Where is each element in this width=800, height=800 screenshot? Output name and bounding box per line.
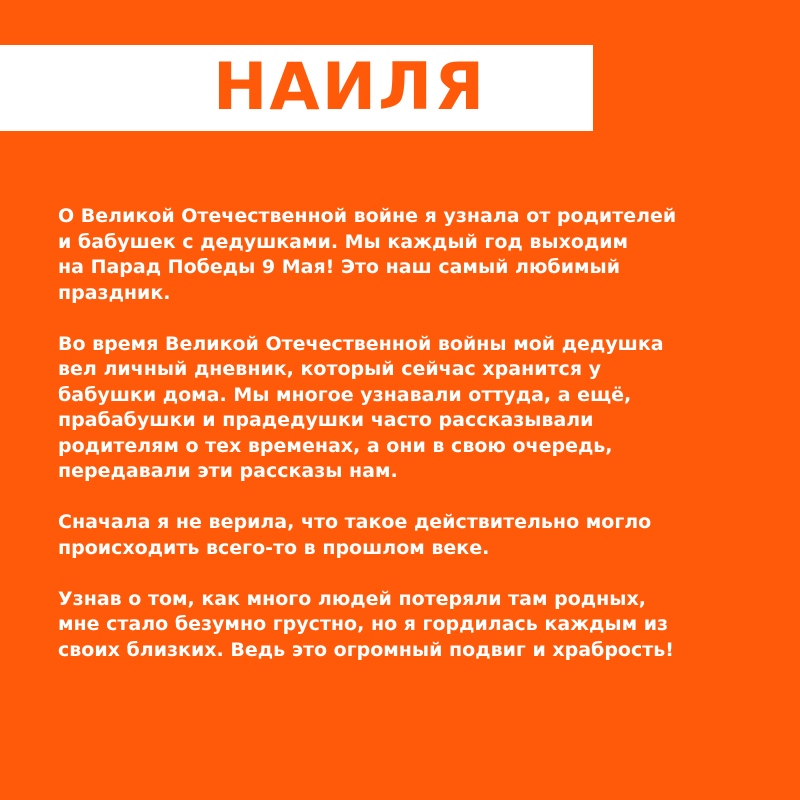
text-line: родителям о тех временах, а они в свою очередь, (58, 434, 613, 457)
text-line: праздник. (58, 281, 171, 304)
text-line: и бабушек с дедушками. Мы каждый год выходим (58, 230, 629, 253)
text-line: Во время Великой Отечественной войны мой дедушка (58, 332, 664, 355)
text-line: вел личный дневник, который сейчас хранится у (58, 358, 602, 380)
paragraph (58, 510, 758, 561)
text-line: происходить всего-то в прошлом веке. (58, 536, 490, 559)
text-line: О Великой Отечественной войне я узнала от родителей (58, 205, 677, 227)
text-line: на Парад Победы 9 Мая! Это наш самый любимый (58, 256, 621, 278)
paragraph (58, 204, 758, 306)
paragraph (58, 332, 758, 485)
story-text (58, 204, 758, 663)
text-line: Сначала я не верила, что такое действительно могло (58, 511, 652, 533)
paragraph (58, 587, 758, 664)
text-line: прабабушки и прадедушки часто рассказывали (58, 409, 594, 431)
text-line: бабушки дома. Мы многое узнавали оттуда, а ещё, (58, 383, 632, 406)
text-line: передавали эти рассказы нам. (58, 460, 398, 482)
text-line: мне стало безумно грустно, но я гордилась каждым из (58, 613, 669, 635)
text-line: своих близких. Ведь это огромный подвиг и храбрость! (58, 638, 674, 661)
page-title: НАИЛЯ (213, 50, 487, 125)
text-line: Узнав о том, как много людей потеряли там родных, (58, 587, 646, 610)
